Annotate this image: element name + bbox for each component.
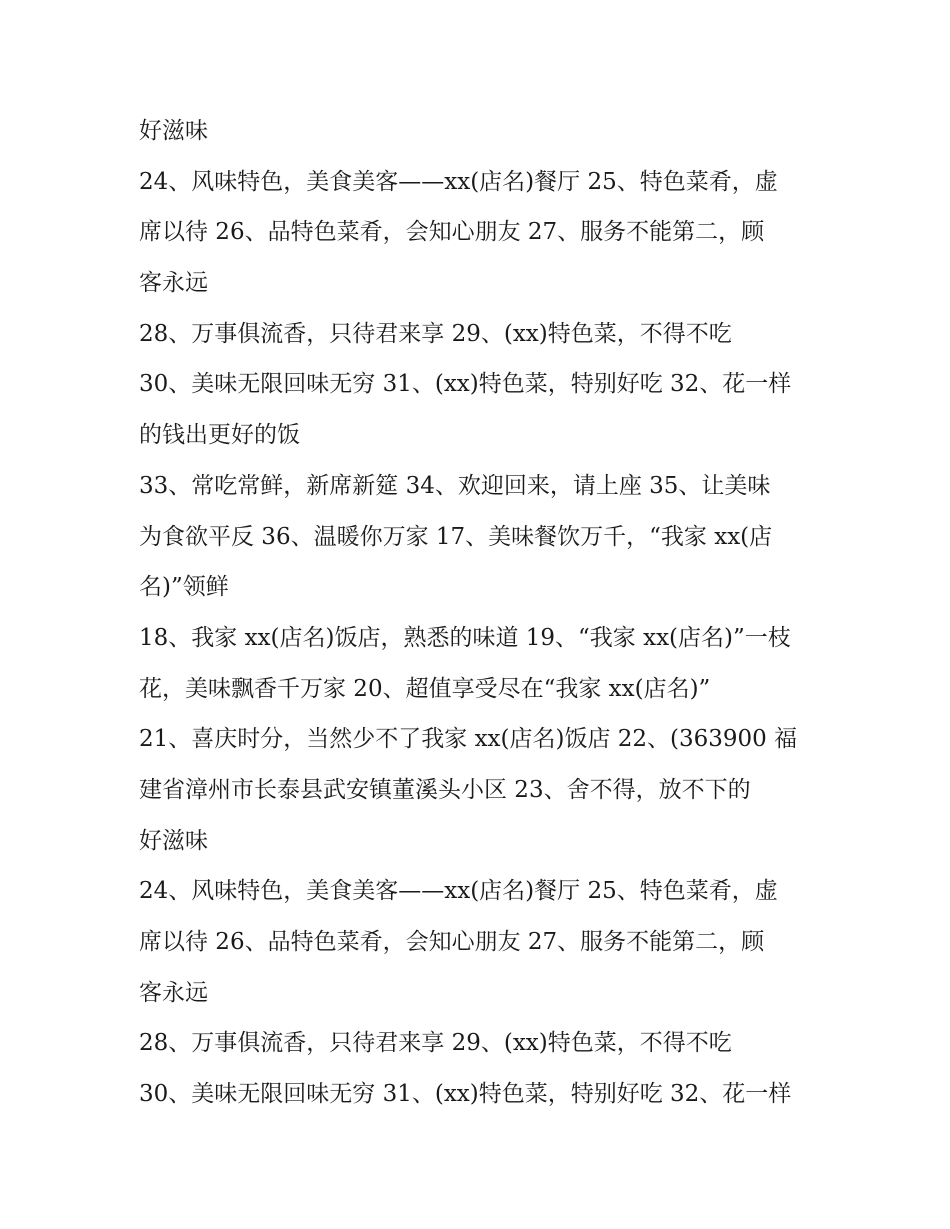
text-line: 客永远 <box>139 270 208 297</box>
text-line: 为食欲平反 36、温暖你万家 17、美味餐饮万千，“我家 xx(店 <box>139 523 773 550</box>
text-line: 21、喜庆时分，当然少不了我家 xx(店名)饭店 22、(363900 福 <box>139 726 798 753</box>
document-body <box>139 106 829 1120</box>
text-line: 28、万事俱流香，只待君来享 29、(xx)特色菜，不得不吃 <box>139 320 732 347</box>
text-line: 好滋味 <box>139 827 208 854</box>
text-line: 的钱出更好的饭 <box>139 422 300 449</box>
text-line: 18、我家 xx(店名)饭店，熟悉的味道 19、“我家 xx(店名)”一枝 <box>139 624 791 651</box>
text-line: 席以待 26、品特色菜肴，会知心朋友 27、服务不能第二，顾 <box>139 219 765 246</box>
text-line: 好滋味 <box>139 118 208 144</box>
text-line: 24、风味特色，美食美客——xx(店名)餐厅 25、特色菜肴，虚 <box>139 878 778 905</box>
text-line: 30、美味无限回味无穷 31、(xx)特色菜，特别好吃 32、花一样 <box>139 371 792 398</box>
text-line: 名)”领鲜 <box>139 574 229 601</box>
text-line: 28、万事俱流香，只待君来享 29、(xx)特色菜，不得不吃 <box>139 1030 732 1057</box>
text-line: 30、美味无限回味无穷 31、(xx)特色菜，特别好吃 32、花一样 <box>139 1081 792 1108</box>
text-line: 席以待 26、品特色菜肴，会知心朋友 27、服务不能第二，顾 <box>139 929 765 955</box>
text-line: 花，美味飘香千万家 20、超值享受尽在“我家 xx(店名)” <box>139 675 711 702</box>
text-line: 33、常吃常鲜，新席新筵 34、欢迎回来，请上座 35、让美味 <box>139 472 771 499</box>
text-line: 客永远 <box>139 979 208 1006</box>
text-line: 24、风味特色，美食美客——xx(店名)餐厅 25、特色菜肴，虚 <box>139 168 778 195</box>
text-line: 建省漳州市长泰县武安镇董溪头小区 23、舍不得，放不下的 <box>139 776 751 803</box>
